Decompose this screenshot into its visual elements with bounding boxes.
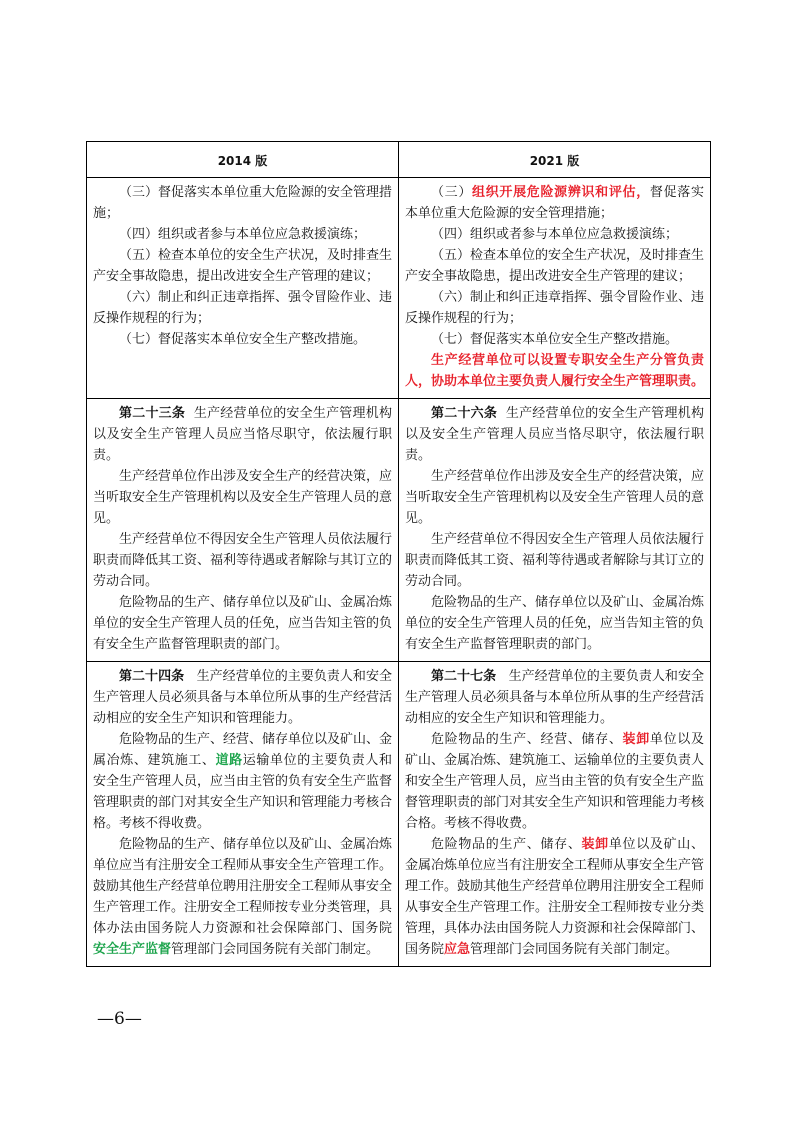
text: 单位以及矿山、金属冶炼单位应当有注册安全工程师从事安全生产管理工作。鼓励其他生产经营单位聘用注册安全工程师从事安全生产管理工作。注册安全工程师按专业分类管理，具体办法由国务院人力资源和社会保障部门、国务院 xyxy=(405,837,705,957)
text: 运输单位的主要负责人和安全生产管理人员，应当由主管的负有安全生产监督管理职责的部门对其安全生产知识和管理能力考核合格。考核不得收费。 xyxy=(93,753,393,831)
cell-2014 xyxy=(87,399,399,662)
text: 生产经营单位的安全生产管理机构以及安全生产管理人员应当恪尽职守，依法履行职责。 xyxy=(93,406,392,463)
paragraph xyxy=(93,834,392,960)
paragraph xyxy=(405,403,704,466)
article-number: 第二十四条 xyxy=(119,669,185,684)
cell-2021 xyxy=(399,662,711,967)
paragraph: （五）检查本单位的安全生产状况，及时排查生产安全事故隐患，提出改进安全生产管理的建议； xyxy=(93,248,393,284)
paragraph: （六）制止和纠正违章指挥、强令冒险作业、违反操作规程的行为； xyxy=(405,290,705,326)
highlight-new-paragraph: 生产经营单位可以设置专职安全生产分管负责人，协助本单位主要负责人履行安全生产管理职责。 xyxy=(405,353,705,389)
text: 督促落实本单位重大危险源的安全管理措施； xyxy=(405,185,704,221)
text: 管理部门会同国务院有关部门制定。 xyxy=(171,942,380,957)
paragraph: 危险物品的生产、储存单位以及矿山、金属冶炼单位的安全生产管理人员的任免，应当告知主管的负有安全生产监督管理职责的部门。 xyxy=(405,595,705,652)
table-row xyxy=(87,178,711,399)
paragraph xyxy=(405,666,704,729)
paragraph: （五）检查本单位的安全生产状况，及时排查生产安全事故隐患，提出改进安全生产管理的建议； xyxy=(405,248,705,284)
page-number: —6— xyxy=(97,1009,142,1029)
article-number: 第二十七条 xyxy=(431,669,497,684)
highlight-new: 装卸 xyxy=(622,732,650,747)
highlight-changed: 道路 xyxy=(215,753,243,768)
comparison-table xyxy=(86,141,711,967)
paragraph: （四）组织或者参与本单位应急救援演练； xyxy=(119,227,367,242)
table-row xyxy=(87,662,711,967)
highlight-new: 应急 xyxy=(444,942,471,957)
paragraph: 生产经营单位不得因安全生产管理人员依法履行职责而降低其工资、福利等待遇或者解除与其订立的劳动合同。 xyxy=(93,532,393,589)
table-row xyxy=(87,399,711,662)
highlight-new: 装卸 xyxy=(581,837,609,852)
table-header-row xyxy=(87,142,711,178)
article-number: 第二十三条 xyxy=(119,406,186,421)
paragraph: （七）督促落实本单位安全生产整改措施。 xyxy=(431,332,679,347)
paragraph xyxy=(405,182,704,224)
cell-2021 xyxy=(399,399,711,662)
paragraph xyxy=(405,729,704,834)
paragraph xyxy=(93,666,392,729)
paragraph: 生产经营单位作出涉及安全生产的经营决策，应当听取安全生产管理机构以及安全生产管理人员的意见。 xyxy=(93,469,393,526)
text: 生产经营单位的主要负责人和安全生产管理人员必须具备与本单位所从事的生产经营活动相应的安全生产知识和管理能力。 xyxy=(93,669,393,726)
text: 危险物品的生产、经营、储存、 xyxy=(431,732,623,747)
paragraph: （三）督促落实本单位重大危险源的安全管理措施； xyxy=(93,185,393,221)
paragraph: （四）组织或者参与本单位应急救援演练； xyxy=(431,227,679,242)
paragraph xyxy=(93,403,392,466)
header-2014: 2014 版 xyxy=(87,142,399,178)
text: 危险物品的生产、储存、 xyxy=(431,837,582,852)
text: 生产经营单位的安全生产管理机构以及安全生产管理人员应当恪尽职守，依法履行职责。 xyxy=(405,406,704,463)
paragraph: （六）制止和纠正违章指挥、强令冒险作业、违反操作规程的行为； xyxy=(93,290,393,326)
cell-2021 xyxy=(399,178,711,399)
cell-2014 xyxy=(87,178,399,399)
cell-2014 xyxy=(87,662,399,967)
header-2021: 2021 版 xyxy=(399,142,711,178)
text: 单位以及矿山、金属冶炼、建筑施工、运输单位的主要负责人和安全生产管理人员，应当由主管的负有安全生产监督管理职责的部门对其安全生产知识和管理能力考核合格。考核不得收费。 xyxy=(405,732,705,831)
text: 生产经营单位的主要负责人和安全生产管理人员必须具备与本单位所从事的生产经营活动相应的安全生产知识和管理能力。 xyxy=(405,669,705,726)
text: 管理部门会同国务院有关部门制定。 xyxy=(470,942,679,957)
paragraph: 生产经营单位不得因安全生产管理人员依法履行职责而降低其工资、福利等待遇或者解除与其订立的劳动合同。 xyxy=(405,532,705,589)
article-number: 第二十六条 xyxy=(431,406,498,421)
paragraph: 危险物品的生产、储存单位以及矿山、金属冶炼单位的安全生产管理人员的任免，应当告知主管的负有安全生产监督管理职责的部门。 xyxy=(93,595,393,652)
paragraph xyxy=(93,729,392,834)
highlight-changed: 安全生产监督 xyxy=(93,942,172,957)
text: 危险物品的生产、经营、储存单位以及矿山、金属冶炼、建筑施工、 xyxy=(93,732,393,768)
text: 危险物品的生产、储存单位以及矿山、金属冶炼单位应当有注册安全工程师从事安全生产管理工作。鼓励其他生产经营单位聘用注册安全工程师从事安全生产管理工作。注册安全工程师按专业分类管理，具体办法由国务院人力资源和社会保障部门、国务院 xyxy=(93,837,393,936)
text: （三） xyxy=(431,185,473,200)
highlight-new: 组织开展危险源辨识和评估， xyxy=(472,185,650,200)
paragraph: （七）督促落实本单位安全生产整改措施。 xyxy=(119,332,367,347)
paragraph: 生产经营单位作出涉及安全生产的经营决策，应当听取安全生产管理机构以及安全生产管理人员的意见。 xyxy=(405,469,705,526)
paragraph xyxy=(405,834,704,960)
